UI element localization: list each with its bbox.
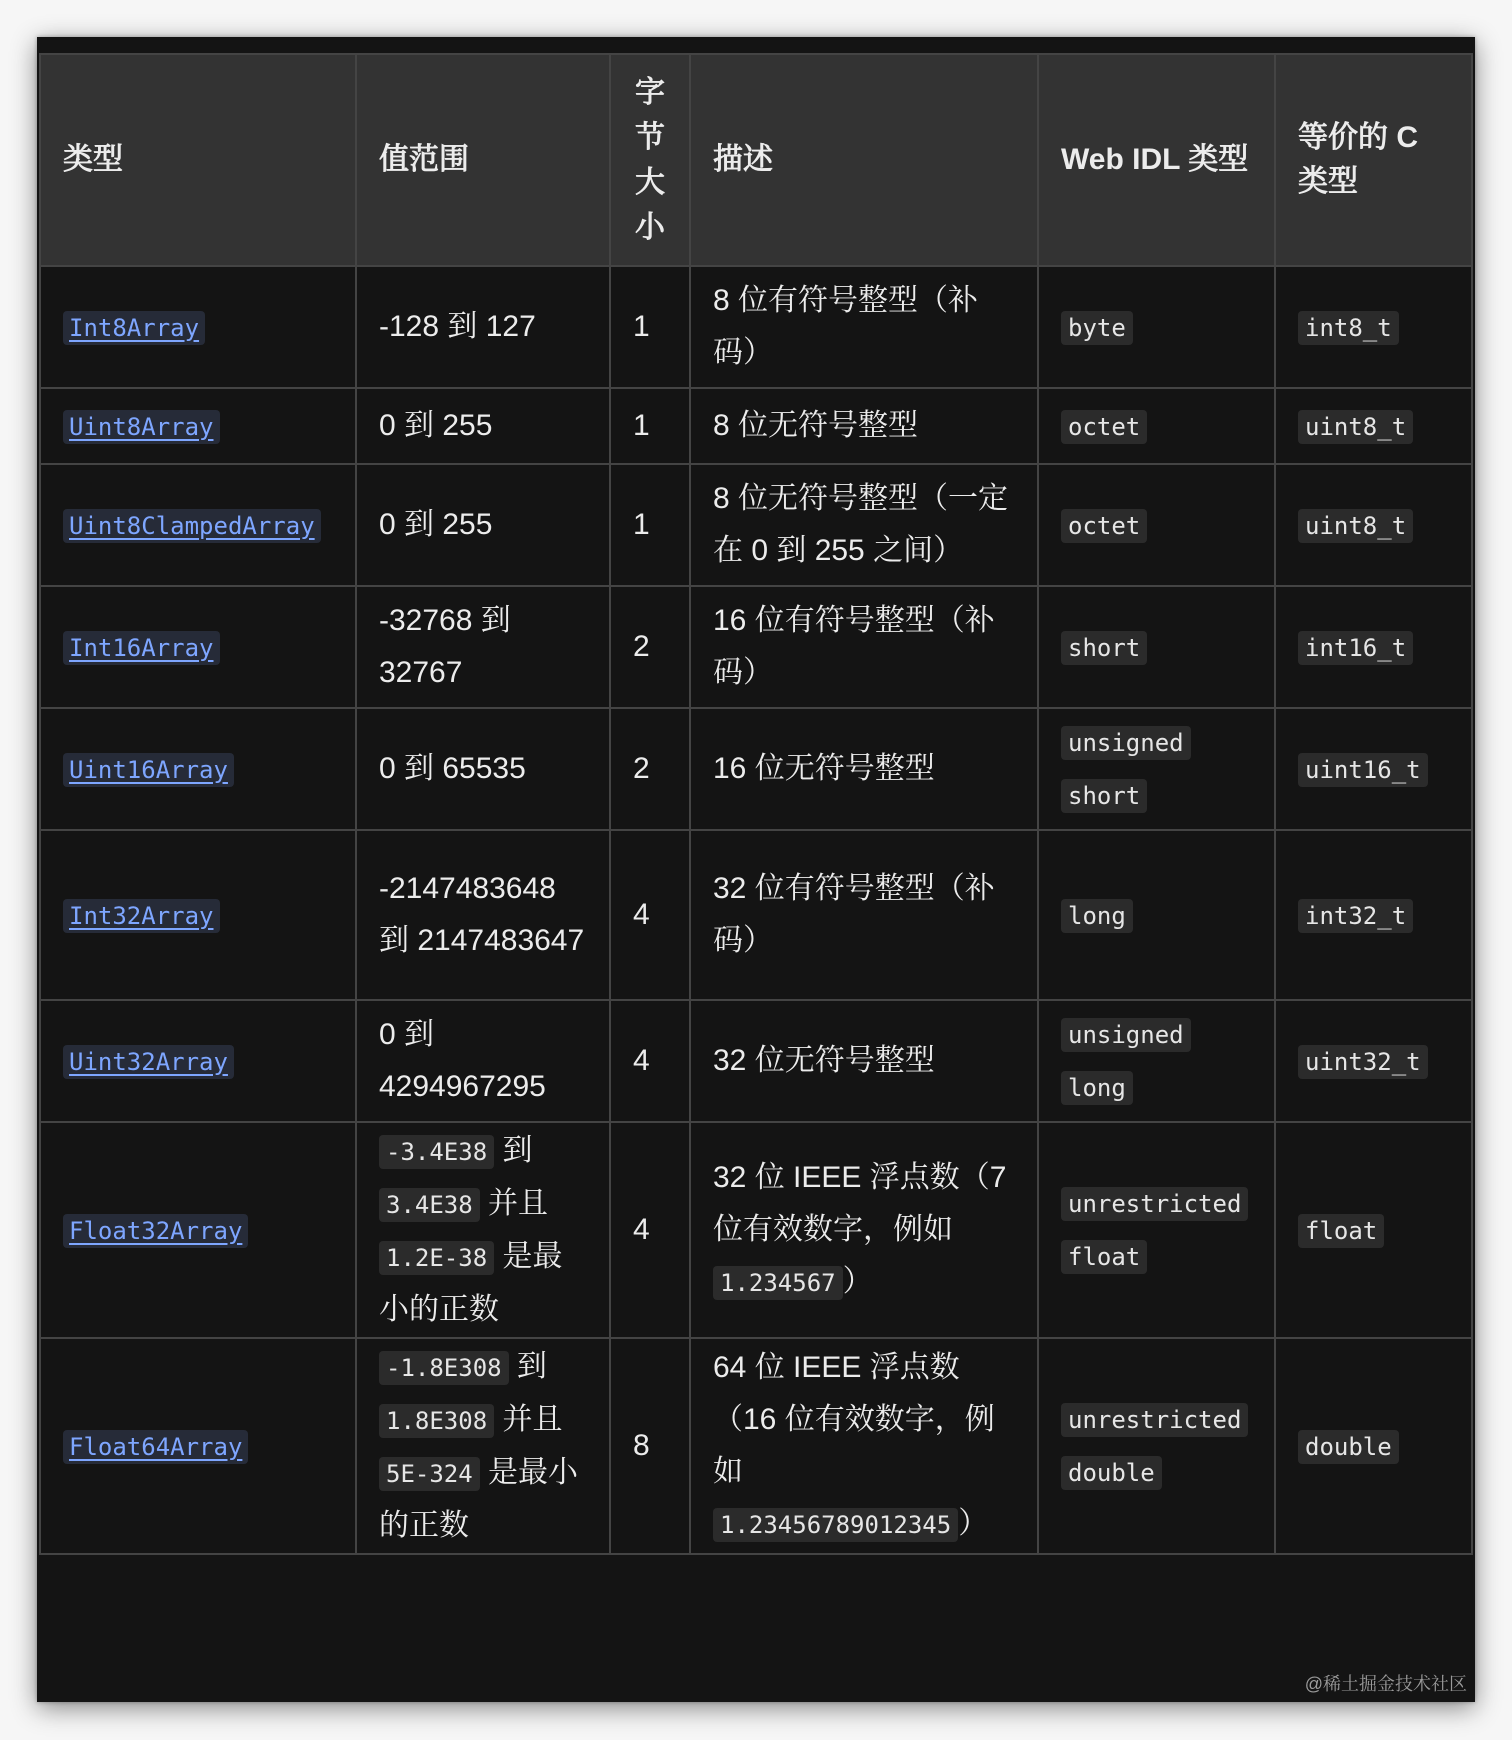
cell-type [40, 1000, 356, 1122]
cell-bytes: 4 [610, 1122, 690, 1338]
table-row [40, 830, 1472, 1000]
table-screenshot-frame [37, 37, 1475, 1702]
idl-type-code: unsigned [1061, 1018, 1191, 1052]
cell-bytes: 4 [610, 1000, 690, 1122]
type-link[interactable]: Float32Array [63, 1214, 248, 1248]
cell-type [40, 708, 356, 830]
range-suffix-text: 是最小的正数 [379, 1239, 563, 1326]
cell-c-type [1275, 1122, 1472, 1338]
table-header-row [40, 54, 1472, 266]
desc-example-code: 1.234567 [713, 1266, 843, 1300]
desc-example-code: 1.23456789012345 [713, 1508, 958, 1542]
cell-range: 0 到 65535 [356, 708, 610, 830]
watermark: @稀土掘金技术社区 [1304, 1674, 1467, 1694]
header-type: 类型 [40, 54, 356, 266]
cell-description: 8 位无符号整型 [690, 388, 1038, 464]
cell-web-idl-type [1038, 586, 1275, 708]
range-to-text: 到 [494, 1133, 533, 1167]
cell-bytes: 4 [610, 830, 690, 1000]
cell-bytes: 2 [610, 586, 690, 708]
range-min-code: -1.8E308 [379, 1351, 509, 1385]
c-type-code: uint8_t [1298, 410, 1413, 444]
desc-text: 64 位 IEEE 浮点数（16 位有效数字，例如 [713, 1350, 995, 1488]
cell-type [40, 1122, 356, 1338]
idl-type-code: octet [1061, 410, 1147, 444]
header-c-type: 等价的 C 类型 [1275, 54, 1472, 266]
cell-web-idl-type [1038, 1122, 1275, 1338]
cell-type [40, 266, 356, 388]
cell-range: 0 到 4294967295 [356, 1000, 610, 1122]
cell-bytes: 2 [610, 708, 690, 830]
cell-c-type [1275, 266, 1472, 388]
header-web-idl-type: Web IDL 类型 [1038, 54, 1275, 266]
idl-type-code: unrestricted [1061, 1187, 1248, 1221]
cell-c-type [1275, 464, 1472, 586]
desc-suffix: ） [842, 1264, 873, 1298]
idl-type-code: long [1061, 1071, 1133, 1105]
cell-type [40, 586, 356, 708]
range-smallest-code: 5E-324 [379, 1457, 480, 1491]
c-type-code: uint16_t [1298, 753, 1428, 787]
idl-type-code: byte [1061, 311, 1133, 345]
type-link[interactable]: Int32Array [63, 899, 220, 933]
cell-range: 0 到 255 [356, 388, 610, 464]
cell-web-idl-type [1038, 388, 1275, 464]
cell-web-idl-type [1038, 1000, 1275, 1122]
cell-description: 32 位无符号整型 [690, 1000, 1038, 1122]
cell-description [690, 1338, 1038, 1554]
cell-bytes: 1 [610, 388, 690, 464]
range-max-code: 3.4E38 [379, 1188, 480, 1222]
table-row [40, 388, 1472, 464]
idl-type-code: octet [1061, 509, 1147, 543]
type-link[interactable]: Uint8Array [63, 410, 220, 444]
type-link[interactable]: Int8Array [63, 311, 205, 345]
type-link[interactable]: Uint8ClampedArray [63, 509, 321, 543]
c-type-code: int16_t [1298, 631, 1413, 665]
table-row [40, 464, 1472, 586]
cell-type [40, 830, 356, 1000]
cell-description: 8 位无符号整型（一定在 0 到 255 之间） [690, 464, 1038, 586]
idl-type-code: unsigned [1061, 726, 1191, 760]
table-row [40, 266, 1472, 388]
cell-c-type [1275, 1000, 1472, 1122]
range-max-code: 1.8E308 [379, 1404, 494, 1438]
cell-type [40, 1338, 356, 1554]
idl-type-code: float [1061, 1240, 1147, 1274]
range-smallest-code: 1.2E-38 [379, 1241, 494, 1275]
c-type-code: uint8_t [1298, 509, 1413, 543]
range-min-code: -3.4E38 [379, 1135, 494, 1169]
range-suffix-text: 是最小的正数 [379, 1455, 579, 1542]
cell-range [356, 1122, 610, 1338]
cell-type [40, 388, 356, 464]
cell-range: -128 到 127 [356, 266, 610, 388]
header-bytes: 字节大小 [610, 54, 690, 266]
cell-web-idl-type [1038, 830, 1275, 1000]
cell-bytes: 1 [610, 266, 690, 388]
cell-range: -32768 到 32767 [356, 586, 610, 708]
idl-type-code: long [1061, 899, 1133, 933]
typed-array-table [39, 53, 1473, 1555]
cell-description: 32 位有符号整型（补码） [690, 830, 1038, 1000]
type-link[interactable]: Uint16Array [63, 753, 234, 787]
cell-web-idl-type [1038, 266, 1275, 388]
desc-text: 32 位 IEEE 浮点数（7 位有效数字，例如 [713, 1160, 1007, 1246]
type-link[interactable]: Int16Array [63, 631, 220, 665]
c-type-code: int8_t [1298, 311, 1399, 345]
idl-type-code: unrestricted [1061, 1403, 1248, 1437]
idl-type-code: short [1061, 631, 1147, 665]
range-and-text: 并且 [479, 1186, 549, 1220]
c-type-code: uint32_t [1298, 1045, 1428, 1079]
cell-web-idl-type [1038, 1338, 1275, 1554]
c-type-code: int32_t [1298, 899, 1413, 933]
cell-description: 16 位有符号整型（补码） [690, 586, 1038, 708]
cell-type [40, 464, 356, 586]
c-type-code: float [1298, 1214, 1384, 1248]
cell-range: -2147483648 到 2147483647 [356, 830, 610, 1000]
range-to-text: 到 [508, 1349, 547, 1383]
cell-c-type [1275, 708, 1472, 830]
cell-web-idl-type [1038, 464, 1275, 586]
header-range: 值范围 [356, 54, 610, 266]
cell-c-type [1275, 586, 1472, 708]
cell-bytes: 8 [610, 1338, 690, 1554]
table-row [40, 1338, 1472, 1554]
cell-description: 8 位有符号整型（补码） [690, 266, 1038, 388]
cell-description [690, 1122, 1038, 1338]
cell-c-type [1275, 1338, 1472, 1554]
table-row [40, 1122, 1472, 1338]
table-row [40, 1000, 1472, 1122]
table-row [40, 708, 1472, 830]
desc-suffix: ） [958, 1506, 989, 1540]
header-description: 描述 [690, 54, 1038, 266]
type-link[interactable]: Uint32Array [63, 1045, 234, 1079]
idl-type-code: double [1061, 1456, 1162, 1490]
cell-range [356, 1338, 610, 1554]
cell-c-type [1275, 388, 1472, 464]
range-and-text: 并且 [494, 1402, 563, 1436]
cell-range: 0 到 255 [356, 464, 610, 586]
c-type-code: double [1298, 1430, 1399, 1464]
type-link[interactable]: Float64Array [63, 1430, 248, 1464]
cell-web-idl-type [1038, 708, 1275, 830]
cell-description: 16 位无符号整型 [690, 708, 1038, 830]
idl-type-code: short [1061, 779, 1147, 813]
cell-bytes: 1 [610, 464, 690, 586]
cell-c-type [1275, 830, 1472, 1000]
table-row [40, 586, 1472, 708]
